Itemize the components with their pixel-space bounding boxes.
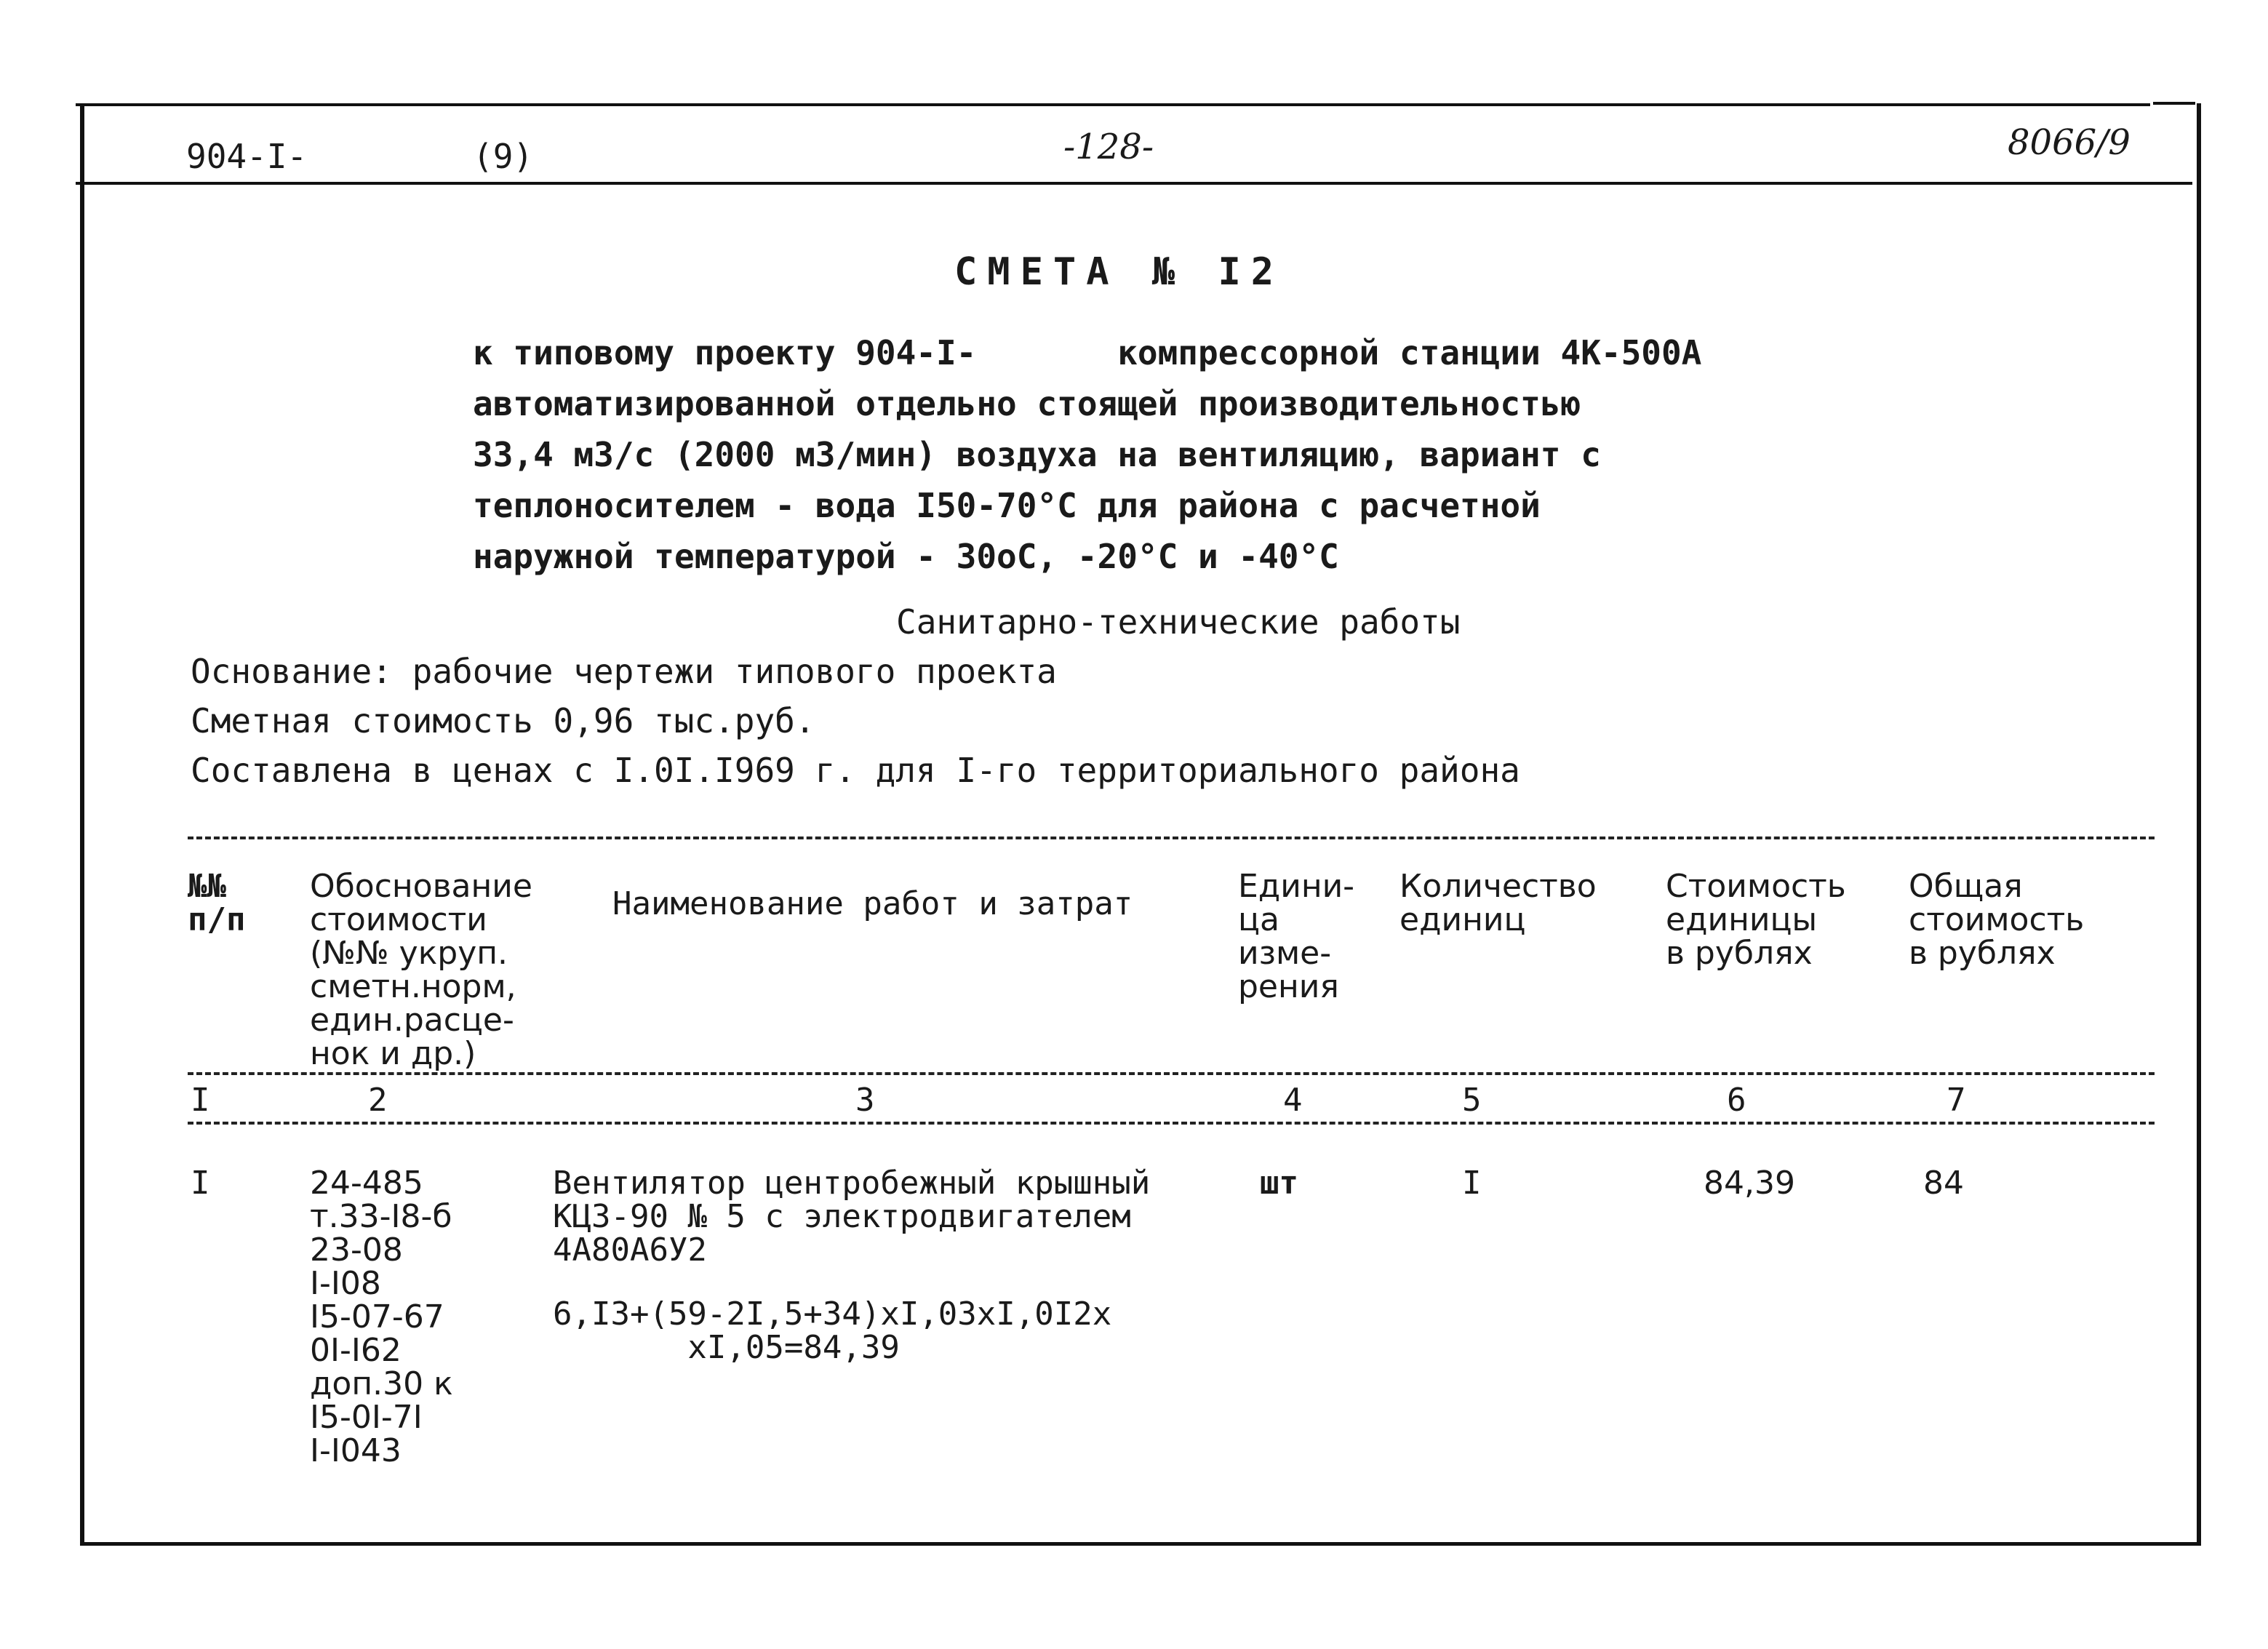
subtitle-line: автоматизированной отдельно стоящей производительностью: [473, 384, 1581, 423]
col-header-num: №№ п/п: [188, 868, 246, 938]
sheet-ref: 8066/9: [2008, 122, 2131, 163]
col-number: I: [191, 1082, 210, 1119]
col-number: 4: [1283, 1082, 1303, 1119]
prices-line: Составлена в ценах с I.0I.I969 г. для I-го территориального района: [191, 751, 1520, 790]
row-name: Вентилятор центробежный крышный КЦЗ-90 № 5 с электродвигателем 4А80А6У2: [553, 1165, 1151, 1269]
row-basis: 24-485 т.33-I8-б 23-08 I-I08 I5-07-67 0I-I62 доп.30 к I5-0I-7I I-I043: [310, 1165, 453, 1469]
row-total: 84: [1923, 1165, 1964, 1202]
col-header-qty: Количество единиц: [1399, 868, 1597, 938]
col-header-total: Общая стоимость в рублях: [1909, 868, 2085, 972]
row-qty: I: [1462, 1165, 1482, 1202]
header-code: 904-I-: [186, 137, 308, 176]
col-number: 3: [855, 1082, 875, 1119]
numbers-bottom-rule: [188, 1122, 2155, 1125]
page-number: -128-: [1063, 127, 1154, 167]
row-unit-cost: 84,39: [1704, 1165, 1795, 1202]
col-number: 6: [1727, 1082, 1746, 1119]
row-calculation: 6,I3+(59-2I,5+34)xI,03xI,0I2x xI,05=84,39: [553, 1295, 1112, 1366]
row-unit: шт: [1260, 1165, 1298, 1202]
col-header-basis: Обоснование стоимости (№№ укруп. сметн.норм, един.расце- нок и др.): [310, 868, 532, 1072]
col-number: 2: [368, 1082, 388, 1119]
header-part: (9): [473, 137, 534, 176]
col-number: 5: [1462, 1082, 1482, 1119]
basis-line: Основание: рабочие чертежи типового проекта: [191, 652, 1057, 691]
col-number: 7: [1946, 1082, 1966, 1119]
subtitle-line: 33,4 м3/с (2000 м3/мин) воздуха на вентиляцию, вариант с: [473, 435, 1601, 474]
document-title: СМЕТА № I2: [954, 250, 1285, 294]
col-header-unit-cost: Стоимость единицы в рублях: [1666, 868, 1846, 972]
col-header-unit: Едини- ца изме- рения: [1238, 868, 1355, 1005]
subtitle-line: наружной температурой - 30оС, -20°С и -40°С: [473, 537, 1339, 576]
section-title: Санитарно-технические работы: [896, 602, 1461, 642]
col-header-name: Наименование работ и затрат: [612, 885, 1133, 922]
subtitle-line: теплоносителем - вода I50-70°С для района с расчетной: [473, 486, 1541, 525]
estimated-cost-line: Сметная стоимость 0,96 тыс.руб.: [191, 701, 815, 740]
table-top-rule: [188, 837, 2155, 839]
row-number: I: [191, 1165, 210, 1202]
subtitle-line: к типовому проекту 904-I- компрессорной станции 4К-500А: [473, 333, 1702, 372]
header-divider: [76, 182, 2192, 185]
header-bottom-rule: [188, 1072, 2155, 1075]
